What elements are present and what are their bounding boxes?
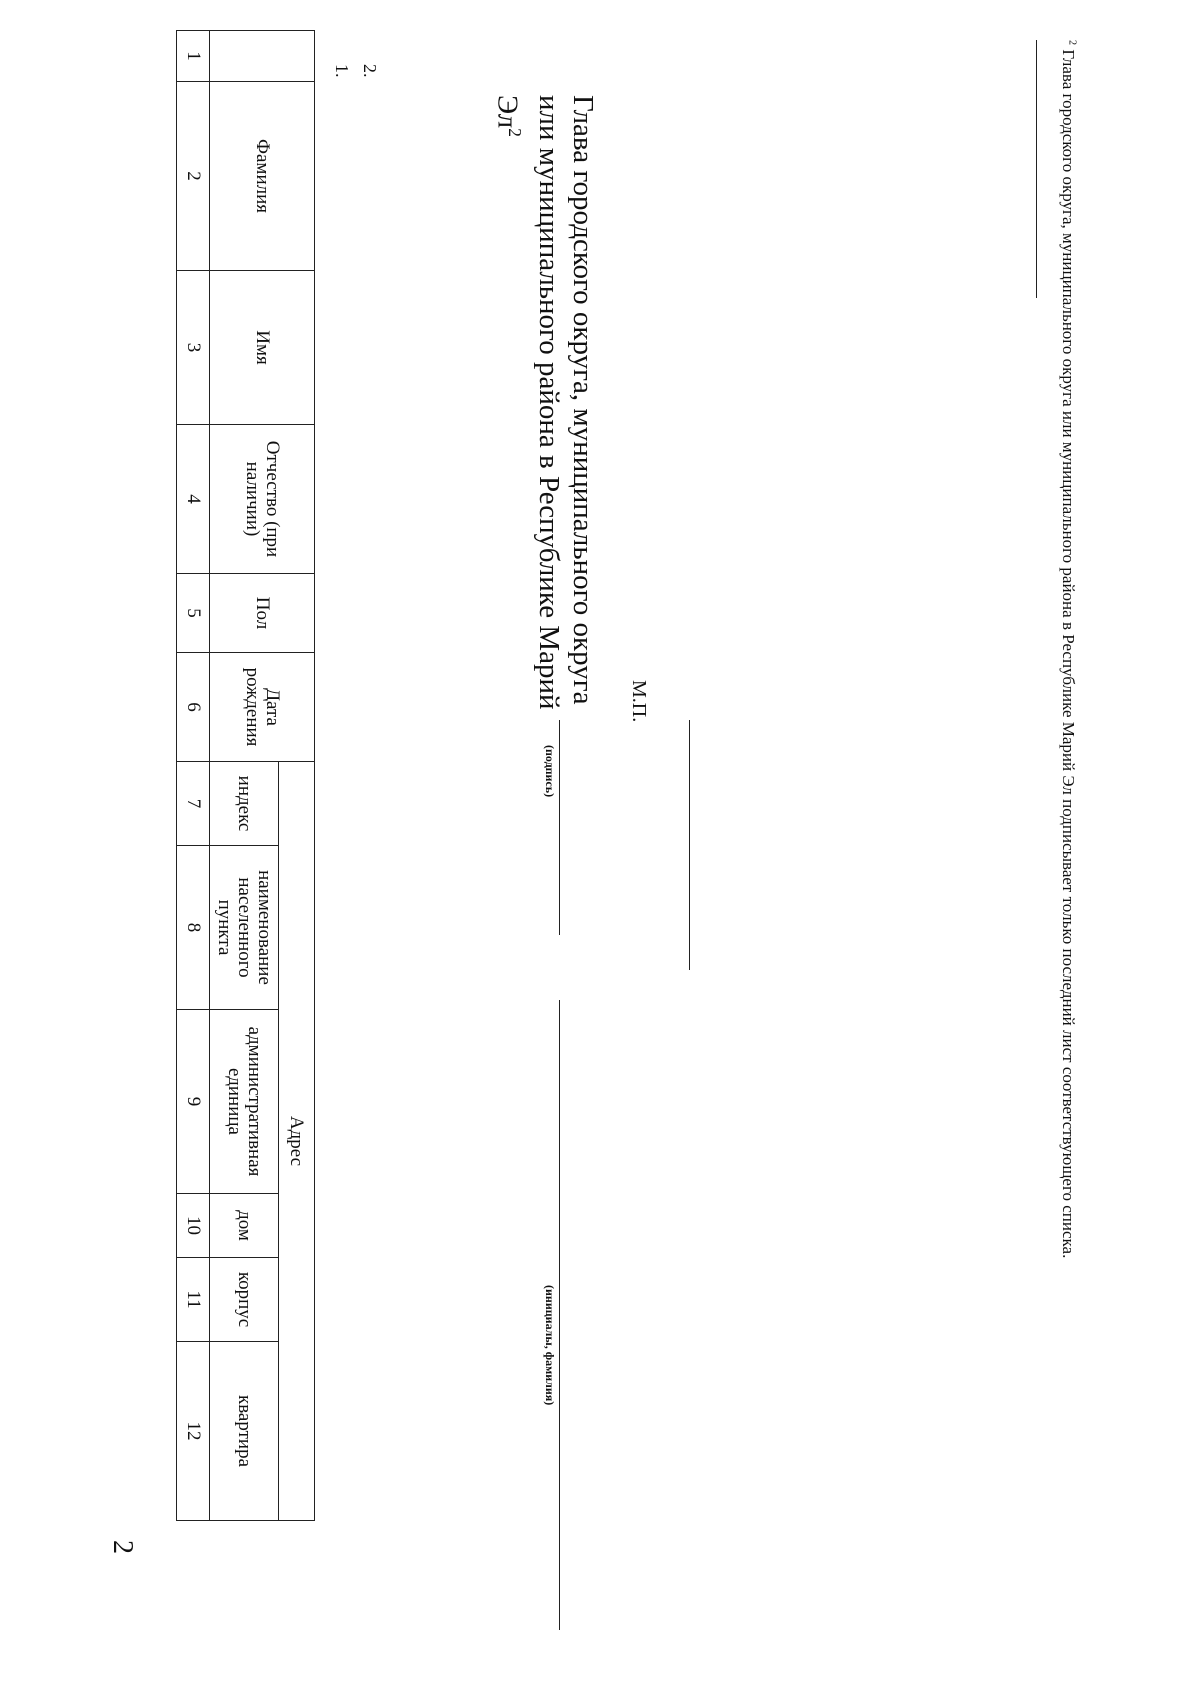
column-number: 3: [177, 271, 210, 425]
header-indeks: индекс: [210, 762, 279, 846]
row-number: 1.: [332, 64, 352, 78]
column-number: 10: [177, 1194, 210, 1258]
header-naselenny-punkt: наименование населенного пункта: [210, 846, 279, 1010]
header-row-number: [210, 31, 315, 82]
footnote: [1058, 40, 1078, 1258]
header-admin-edinitsa: административная единица: [210, 1010, 279, 1194]
stamp-line: [689, 720, 690, 970]
signatory-title-line2-wrap: [490, 95, 566, 715]
header-imya: Имя: [210, 271, 315, 425]
footnote-text: Глава городского округа, муниципального округа или муниципального района в Республике Марий Эл подписывает только последний лист соответствующего списка.: [1059, 49, 1078, 1259]
column-number: 9: [177, 1010, 210, 1194]
name-line: [559, 1000, 560, 1630]
signatory-title: [490, 95, 600, 715]
row-number: 2.: [360, 64, 380, 78]
footnote-rule: [1036, 40, 1037, 298]
header-pol: Пол: [210, 574, 315, 653]
table-header-row: [279, 31, 315, 1521]
signatory-title-line2: или муниципального района в Республике Марий Эл: [491, 95, 565, 710]
stamp-place: М.П.: [628, 680, 650, 723]
header-familiya: Фамилия: [210, 82, 315, 271]
column-number: 11: [177, 1258, 210, 1342]
footnote-marker: 2: [505, 128, 525, 137]
footnote-number: 2: [1066, 40, 1078, 46]
column-number: 1: [177, 31, 210, 82]
column-number: 2: [177, 82, 210, 271]
header-otchestvo: Отчество (при наличии): [210, 425, 315, 574]
column-number: 6: [177, 653, 210, 762]
column-number: 5: [177, 574, 210, 653]
column-number: 4: [177, 425, 210, 574]
header-data-rozhdeniya: Дата рождения: [210, 653, 315, 762]
signature-line: [559, 720, 560, 935]
header-adres: Адрес: [279, 762, 315, 1521]
header-dom: дом: [210, 1194, 279, 1258]
column-number: 12: [177, 1342, 210, 1521]
signature-caption: (подпись): [543, 745, 557, 798]
header-korpus: корпус: [210, 1258, 279, 1342]
column-number-row: [177, 31, 210, 1521]
header-kvartira: квартира: [210, 1342, 279, 1521]
name-caption: (инициалы, фамилия): [543, 1285, 557, 1406]
column-number: 7: [177, 762, 210, 846]
page-number: 2: [107, 1540, 138, 1554]
column-number: 8: [177, 846, 210, 1010]
signatory-title-line1: Глава городского округа, муниципального округа: [567, 95, 599, 705]
voter-list-table: [176, 30, 315, 1521]
